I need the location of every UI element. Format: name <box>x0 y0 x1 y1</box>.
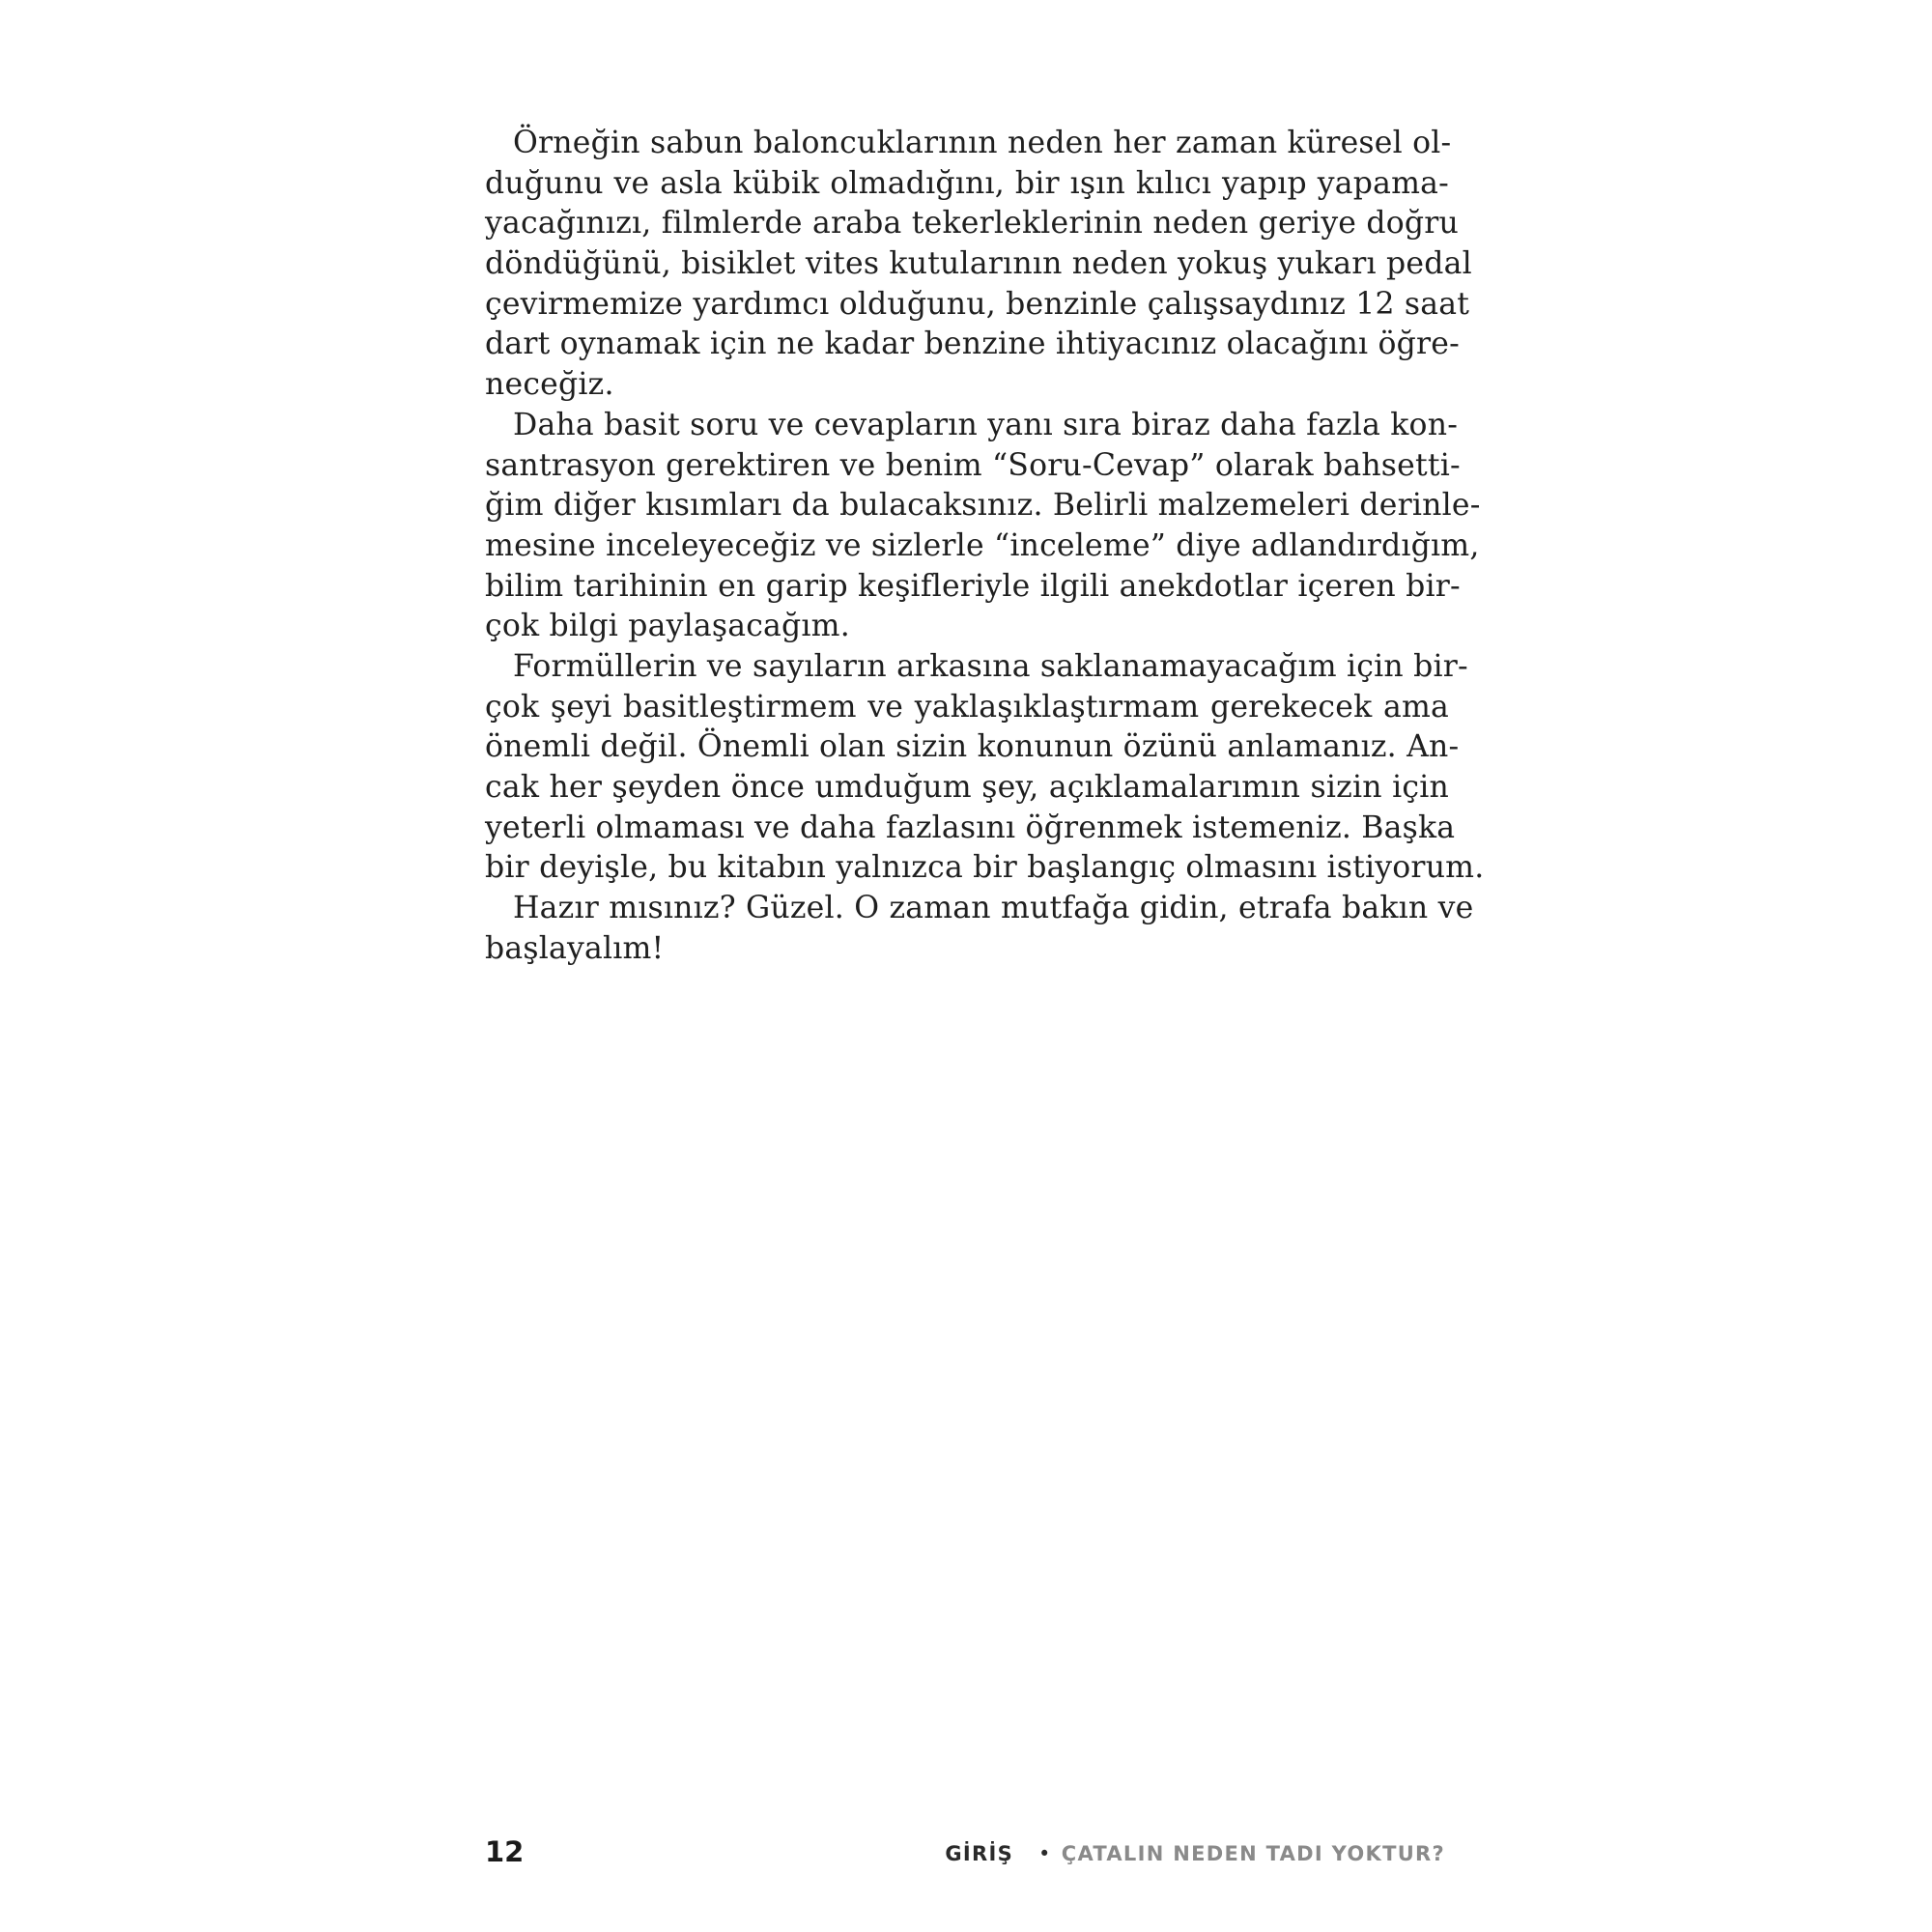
book-title: ÇATALIN NEDEN TADI YOKTUR? <box>1061 1842 1445 1865</box>
paragraph <box>485 889 1474 969</box>
text-line: Örneğin sabun baloncuklarının neden her zaman küresel ol- <box>513 126 1452 160</box>
bullet-separator: • <box>1038 1842 1052 1865</box>
text-line: yeterli olmaması ve daha fazlasını öğrenmek istemeniz. Başka <box>485 810 1456 845</box>
section-title: GİRİŞ <box>945 1842 1014 1865</box>
running-head <box>945 1842 1445 1865</box>
text-line: Formüllerin ve sayıların arkasına saklanamayacağım için bir- <box>513 648 1468 684</box>
text-line: Hazır mısınız? Güzel. O zaman mutfağa gidin, etrafa bakın ve <box>513 891 1474 926</box>
text-line: çok bilgi paylaşacağım. <box>485 609 850 644</box>
text-line: duğunu ve asla kübik olmadığını, bir ışın kılıcı yapıp yapama- <box>485 165 1449 201</box>
text-line: çevirmemize yardımcı olduğunu, benzinle çalışsaydınız 12 saat <box>485 286 1470 322</box>
text-line: dart oynamak için ne kadar benzine ihtiyacınız olacağını öğre- <box>485 327 1460 362</box>
text-line: bilim tarihinin en garip keşifleriyle ilgili anekdotlar içeren bir- <box>485 568 1461 604</box>
text-line: yacağınızı, filmlerde araba tekerleklerinin neden geriye doğru <box>485 206 1460 242</box>
text-line: Daha basit soru ve cevapların yanı sıra biraz daha fazla kon- <box>513 407 1459 442</box>
text-line: neceğiz. <box>485 367 614 403</box>
text-line: çok şeyi basitleştirmem ve yaklaşıklaştırmam gerekecek ama <box>485 689 1449 724</box>
paragraph <box>485 406 1481 647</box>
page-footer <box>485 1835 1445 1874</box>
text-line: mesine inceleyeceğiz ve sizlerle “inceleme” diye adlandırdığım, <box>485 527 1480 563</box>
paragraph <box>485 647 1485 889</box>
paragraph <box>485 124 1472 406</box>
text-line: döndüğünü, bisiklet vites kutularının neden yokuş yukarı pedal <box>485 246 1472 282</box>
text-line: bir deyişle, bu kitabın yalnızca bir başlangıç olmasını istiyorum. <box>485 850 1485 886</box>
text-line: santrasyon gerektiren ve benim “Soru-Cevap” olarak bahsetti- <box>485 447 1461 483</box>
body-text <box>485 124 1485 969</box>
text-line: ğim diğer kısımları da bulacaksınız. Belirli malzemeleri derinle- <box>485 488 1481 524</box>
text-line: önemli değil. Önemli olan sizin konunun özünü anlamanız. An- <box>485 729 1460 765</box>
page-number: 12 <box>485 1835 525 1868</box>
text-line: cak her şeyden önce umduğum şey, açıklamalarımın sizin için <box>485 770 1449 805</box>
text-line: başlayalım! <box>485 930 665 966</box>
